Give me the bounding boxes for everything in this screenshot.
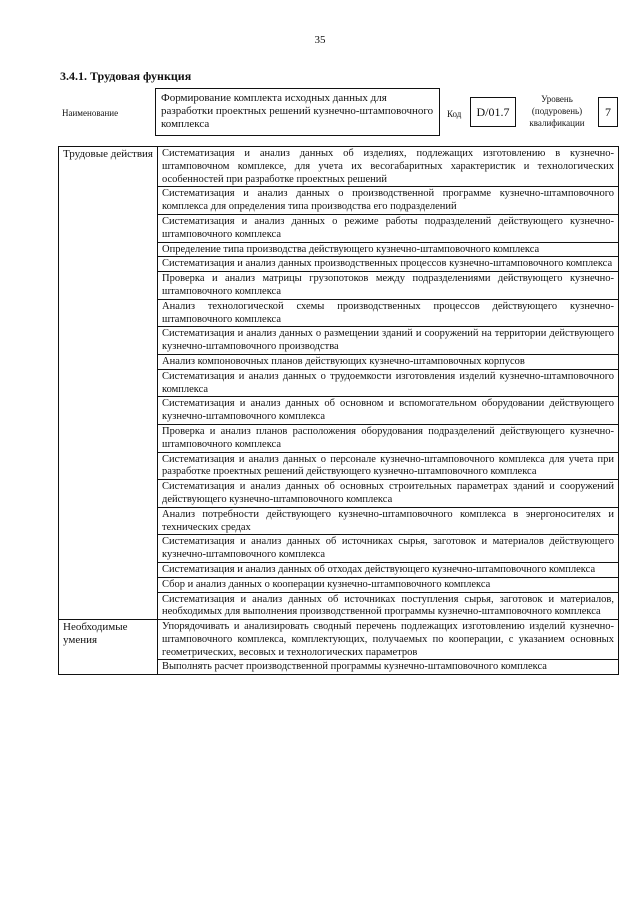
page-number: 35 <box>314 34 326 46</box>
description-cell: Упорядочивать и анализировать сводный перечень подлежащих изготовлению изделий кузнечно-штамповочного комплекса, комплектующих, получаемых по кооперации, с указанием основных геометрических, весовых и технологических параметров <box>158 620 619 660</box>
section-title: 3.4.1. Трудовая функция <box>60 69 192 83</box>
name-label: Наименование <box>62 108 119 118</box>
description-cell: Систематизация и анализ данных об изделиях, подлежащих изготовлению в кузнечно-штамповочном комплексе, для учета их весогабаритных характеристик и технологических особенностей при разработке проектных решений <box>158 147 619 187</box>
description-cell: Систематизация и анализ данных производственных процессов кузнечно-штамповочного комплекса <box>158 257 619 272</box>
description-cell: Систематизация и анализ данных о персонале кузнечно-штамповочного комплекса для учета при разработке проектных решений действующего кузнечно-штамповочного комплекса <box>158 452 619 480</box>
description-cell: Проверка и анализ матрицы грузопотоков между подразделениями действующего кузнечно-штамповочного комплекса <box>158 272 619 300</box>
description-cell: Выполнять расчет производственной программы кузнечно-штамповочного комплекса <box>158 660 619 675</box>
description-cell: Систематизация и анализ данных о размещении зданий и сооружений на территории действующего кузнечно-штамповочного производства <box>158 327 619 355</box>
code-label: Код <box>447 109 462 119</box>
code-value-box: D/01.7 <box>470 97 516 127</box>
name-value-box: Формирование комплекта исходных данных для разработки проектных решений кузнечно-штамповочного комплекса <box>155 88 440 136</box>
description-cell: Систематизация и анализ данных об источниках сырья, заготовок и материалов действующего кузнечно-штамповочного комплекса <box>158 535 619 563</box>
table-row <box>59 147 619 187</box>
description-cell: Систематизация и анализ данных об основном и вспомогательном оборудовании действующего кузнечно-штамповочного комплекса <box>158 397 619 425</box>
category-cell: Трудовые действия <box>59 147 158 620</box>
description-cell: Анализ компоновочных планов действующих кузнечно-штамповочных корпусов <box>158 354 619 369</box>
description-cell: Определение типа производства действующего кузнечно-штамповочного комплекса <box>158 242 619 257</box>
description-cell: Систематизация и анализ данных о производственной программе кузнечно-штамповочного комплекса для определения типа производства его подразделений <box>158 187 619 215</box>
description-cell: Систематизация и анализ данных об источниках поступления сырья, заготовок и материалов, необходимых для выполнения производственной программы кузнечно-штамповочного комплекса <box>158 592 619 620</box>
description-cell: Анализ потребности действующего кузнечно-штамповочного комплекса в энергоносителях и технических средах <box>158 507 619 535</box>
labor-function-table <box>58 146 619 675</box>
level-label: Уровень (подуровень) квалификации <box>529 94 585 128</box>
description-cell: Систематизация и анализ данных об отходах действующего кузнечно-штамповочного комплекса <box>158 562 619 577</box>
function-header <box>58 88 618 138</box>
category-cell: Необходимые умения <box>59 620 158 675</box>
description-cell: Систематизация и анализ данных о трудоемкости изготовления изделий кузнечно-штамповочного комплекса <box>158 369 619 397</box>
level-value-box: 7 <box>598 97 618 127</box>
description-cell: Сбор и анализ данных о кооперации кузнечно-штамповочного комплекса <box>158 577 619 592</box>
description-cell: Проверка и анализ планов расположения оборудования подразделений действующего кузнечно-штамповочного комплекса <box>158 424 619 452</box>
description-cell: Систематизация и анализ данных о режиме работы подразделений действующего кузнечно-штамповочного комплекса <box>158 214 619 242</box>
description-cell: Систематизация и анализ данных об основных строительных параметрах зданий и сооружений действующего кузнечно-штамповочного комплекса <box>158 480 619 508</box>
description-cell: Анализ технологической схемы производственных процессов действующего кузнечно-штамповочного комплекса <box>158 299 619 327</box>
table-row <box>59 620 619 660</box>
